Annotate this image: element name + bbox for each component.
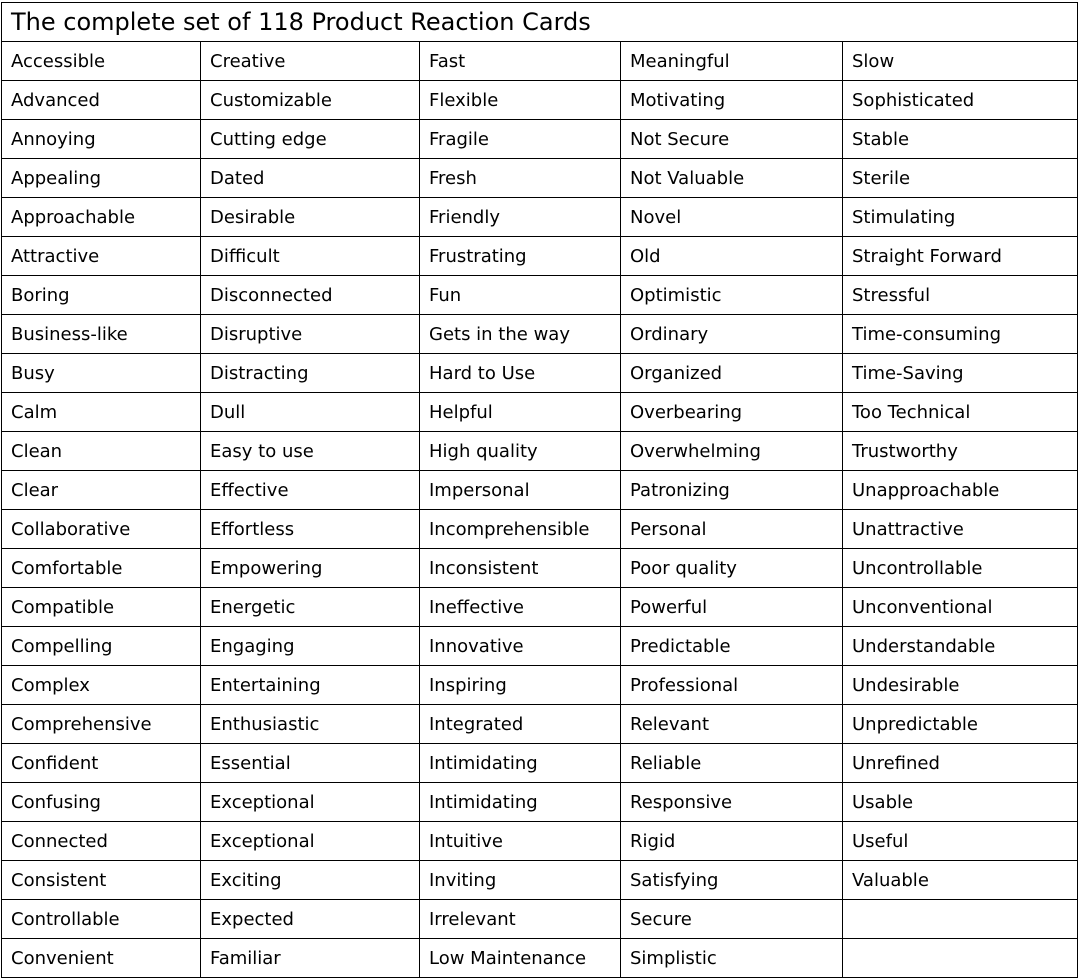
card-cell: Unpredictable (843, 705, 1078, 744)
card-cell: Hard to Use (420, 354, 621, 393)
card-cell: Confusing (2, 783, 201, 822)
card-cell: Difficult (201, 237, 420, 276)
card-cell: Useful (843, 822, 1078, 861)
card-cell: Responsive (621, 783, 843, 822)
card-cell: Appealing (2, 159, 201, 198)
card-cell: Inviting (420, 861, 621, 900)
card-cell: Connected (2, 822, 201, 861)
reaction-cards-table (1, 2, 1078, 978)
table-row (2, 861, 1078, 900)
card-cell: Secure (621, 900, 843, 939)
card-cell: Not Secure (621, 120, 843, 159)
card-cell: Satisfying (621, 861, 843, 900)
card-cell: Exciting (201, 861, 420, 900)
table-row (2, 432, 1078, 471)
card-cell: Stable (843, 120, 1078, 159)
card-cell: Overwhelming (621, 432, 843, 471)
card-cell: Irrelevant (420, 900, 621, 939)
card-cell: Unattractive (843, 510, 1078, 549)
table-row (2, 627, 1078, 666)
card-cell: Comfortable (2, 549, 201, 588)
card-cell: Fragile (420, 120, 621, 159)
card-cell: Optimistic (621, 276, 843, 315)
card-cell: Comprehensive (2, 705, 201, 744)
cards-body (2, 42, 1078, 978)
card-cell: Organized (621, 354, 843, 393)
table-row (2, 81, 1078, 120)
card-cell: Clean (2, 432, 201, 471)
table-row (2, 822, 1078, 861)
card-cell: Clear (2, 471, 201, 510)
card-cell: Friendly (420, 198, 621, 237)
table-row (2, 588, 1078, 627)
table-row (2, 237, 1078, 276)
card-cell: Calm (2, 393, 201, 432)
card-cell: Straight Forward (843, 237, 1078, 276)
card-cell: Dated (201, 159, 420, 198)
card-cell: Engaging (201, 627, 420, 666)
card-cell: Valuable (843, 861, 1078, 900)
card-cell: Consistent (2, 861, 201, 900)
table-row (2, 120, 1078, 159)
card-cell: Time-Saving (843, 354, 1078, 393)
card-cell: Attractive (2, 237, 201, 276)
card-cell: Overbearing (621, 393, 843, 432)
card-cell: Integrated (420, 705, 621, 744)
card-cell: Uncontrollable (843, 549, 1078, 588)
card-cell: Helpful (420, 393, 621, 432)
card-cell: Disconnected (201, 276, 420, 315)
card-cell: Rigid (621, 822, 843, 861)
table-row (2, 900, 1078, 939)
card-cell: Innovative (420, 627, 621, 666)
card-cell: Confident (2, 744, 201, 783)
table-row (2, 42, 1078, 81)
card-cell: Relevant (621, 705, 843, 744)
card-cell: Slow (843, 42, 1078, 81)
card-cell: Annoying (2, 120, 201, 159)
card-cell: Intimidating (420, 744, 621, 783)
table-row (2, 510, 1078, 549)
card-cell: Disruptive (201, 315, 420, 354)
card-cell: Inconsistent (420, 549, 621, 588)
card-cell: Unrefined (843, 744, 1078, 783)
card-cell: Stressful (843, 276, 1078, 315)
card-cell: Effective (201, 471, 420, 510)
card-cell: Professional (621, 666, 843, 705)
card-cell: Easy to use (201, 432, 420, 471)
card-cell: Essential (201, 744, 420, 783)
card-cell: Meaningful (621, 42, 843, 81)
card-cell: Patronizing (621, 471, 843, 510)
table-row (2, 276, 1078, 315)
card-cell: Approachable (2, 198, 201, 237)
card-cell (843, 900, 1078, 939)
card-cell: Reliable (621, 744, 843, 783)
table-row (2, 783, 1078, 822)
title-row (2, 3, 1078, 42)
card-cell: Effortless (201, 510, 420, 549)
card-cell: Compatible (2, 588, 201, 627)
card-cell: Intimidating (420, 783, 621, 822)
table-row (2, 393, 1078, 432)
table-row (2, 354, 1078, 393)
card-cell: High quality (420, 432, 621, 471)
card-cell: Trustworthy (843, 432, 1078, 471)
card-cell: Exceptional (201, 822, 420, 861)
card-cell (843, 939, 1078, 978)
card-cell: Simplistic (621, 939, 843, 978)
card-cell: Not Valuable (621, 159, 843, 198)
card-cell: Accessible (2, 42, 201, 81)
card-cell: Complex (2, 666, 201, 705)
card-cell: Ordinary (621, 315, 843, 354)
card-cell: Fast (420, 42, 621, 81)
card-cell: Dull (201, 393, 420, 432)
card-cell: Busy (2, 354, 201, 393)
card-cell: Energetic (201, 588, 420, 627)
card-cell: Inspiring (420, 666, 621, 705)
card-cell: Time-consuming (843, 315, 1078, 354)
card-cell: Advanced (2, 81, 201, 120)
card-cell: Exceptional (201, 783, 420, 822)
card-cell: Creative (201, 42, 420, 81)
card-cell: Incomprehensible (420, 510, 621, 549)
card-cell: Boring (2, 276, 201, 315)
table-row (2, 705, 1078, 744)
card-cell: Stimulating (843, 198, 1078, 237)
card-cell: Convenient (2, 939, 201, 978)
table-title: The complete set of 118 Product Reaction Cards (2, 3, 1078, 42)
card-cell: Collaborative (2, 510, 201, 549)
card-cell: Business-like (2, 315, 201, 354)
card-cell: Sophisticated (843, 81, 1078, 120)
card-cell: Ineffective (420, 588, 621, 627)
card-cell: Familiar (201, 939, 420, 978)
card-cell: Fun (420, 276, 621, 315)
card-cell: Old (621, 237, 843, 276)
card-cell: Flexible (420, 81, 621, 120)
card-cell: Unconventional (843, 588, 1078, 627)
card-cell: Compelling (2, 627, 201, 666)
card-cell: Low Maintenance (420, 939, 621, 978)
table-row (2, 549, 1078, 588)
card-cell: Distracting (201, 354, 420, 393)
card-cell: Novel (621, 198, 843, 237)
table-row (2, 939, 1078, 978)
table-row (2, 666, 1078, 705)
card-cell: Poor quality (621, 549, 843, 588)
card-cell: Fresh (420, 159, 621, 198)
card-cell: Desirable (201, 198, 420, 237)
card-cell: Empowering (201, 549, 420, 588)
card-cell: Customizable (201, 81, 420, 120)
card-cell: Enthusiastic (201, 705, 420, 744)
card-cell: Motivating (621, 81, 843, 120)
card-cell: Cutting edge (201, 120, 420, 159)
card-cell: Personal (621, 510, 843, 549)
card-cell: Predictable (621, 627, 843, 666)
card-cell: Sterile (843, 159, 1078, 198)
card-cell: Powerful (621, 588, 843, 627)
table-row (2, 315, 1078, 354)
card-cell: Entertaining (201, 666, 420, 705)
card-cell: Frustrating (420, 237, 621, 276)
table-row (2, 744, 1078, 783)
card-cell: Understandable (843, 627, 1078, 666)
card-cell: Intuitive (420, 822, 621, 861)
card-cell: Too Technical (843, 393, 1078, 432)
card-cell: Gets in the way (420, 315, 621, 354)
card-cell: Undesirable (843, 666, 1078, 705)
card-cell: Controllable (2, 900, 201, 939)
card-cell: Expected (201, 900, 420, 939)
table-row (2, 471, 1078, 510)
card-cell: Impersonal (420, 471, 621, 510)
card-cell: Usable (843, 783, 1078, 822)
table-row (2, 159, 1078, 198)
card-cell: Unapproachable (843, 471, 1078, 510)
table-row (2, 198, 1078, 237)
